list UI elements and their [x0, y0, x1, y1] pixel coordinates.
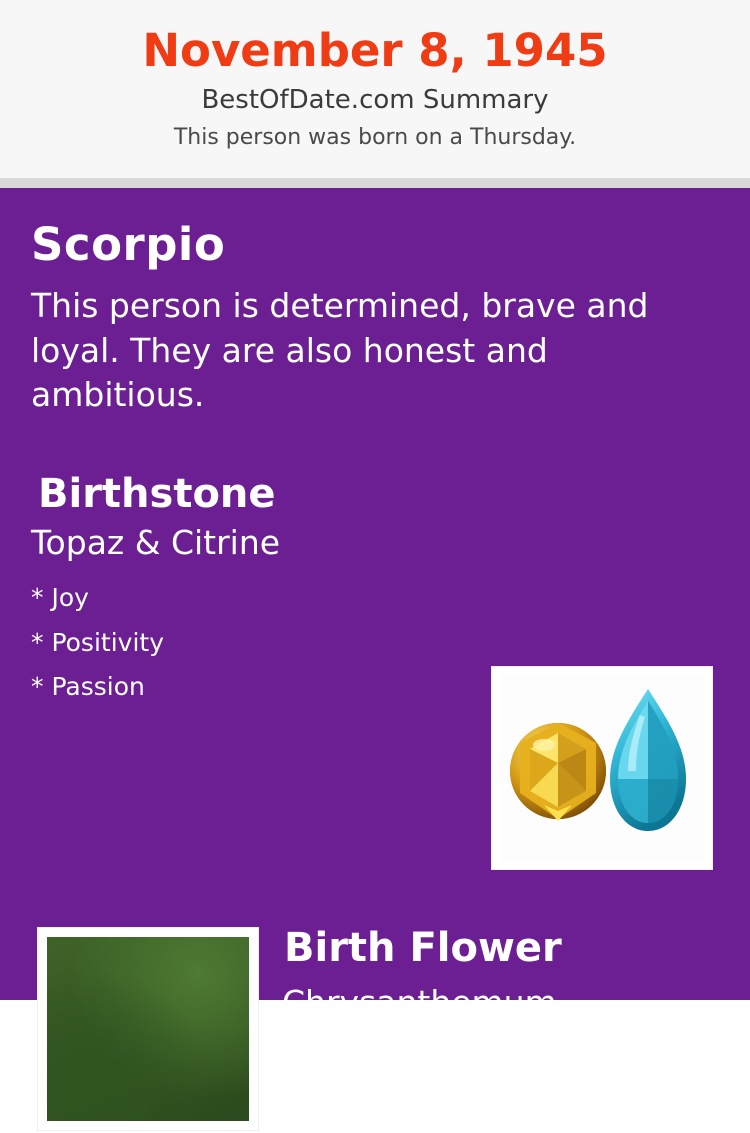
list-item: * Positivity	[31, 627, 164, 657]
list-item: * Joy	[31, 583, 89, 612]
list-item: * Honesty	[282, 1096, 406, 1125]
list-item: * Loyalty	[282, 1051, 393, 1080]
birthstone-image	[500, 675, 704, 861]
birthstone-traits	[31, 576, 164, 710]
page-title: November 8, 1945	[142, 24, 608, 77]
card-header	[0, 0, 750, 178]
zodiac-sign-title: Scorpio	[31, 218, 226, 271]
site-summary-label: BestOfDate.com Summary	[201, 85, 549, 116]
birthstone-title: Birthstone	[38, 471, 276, 517]
zodiac-description: This person is determined, brave and loyal. They are also honest and ambitious.	[31, 286, 649, 415]
birth-flower-name: Chrysanthemum	[282, 983, 557, 1022]
list-item: * Passion	[31, 672, 145, 701]
gems-illustration	[500, 675, 704, 861]
birthstone-image-frame	[491, 666, 713, 870]
weekday-note: This person was born on a Thursday.	[173, 125, 577, 151]
birthstone-name: Topaz & Citrine	[31, 523, 281, 562]
foliage-background	[47, 937, 249, 1121]
birth-flower-image-frame	[37, 927, 259, 1131]
birth-flower-title: Birth Flower	[284, 925, 562, 971]
card-body	[0, 188, 750, 1125]
birth-flower-traits	[282, 1043, 405, 1133]
header-divider	[0, 178, 750, 188]
birth-flower-image	[47, 937, 249, 1121]
